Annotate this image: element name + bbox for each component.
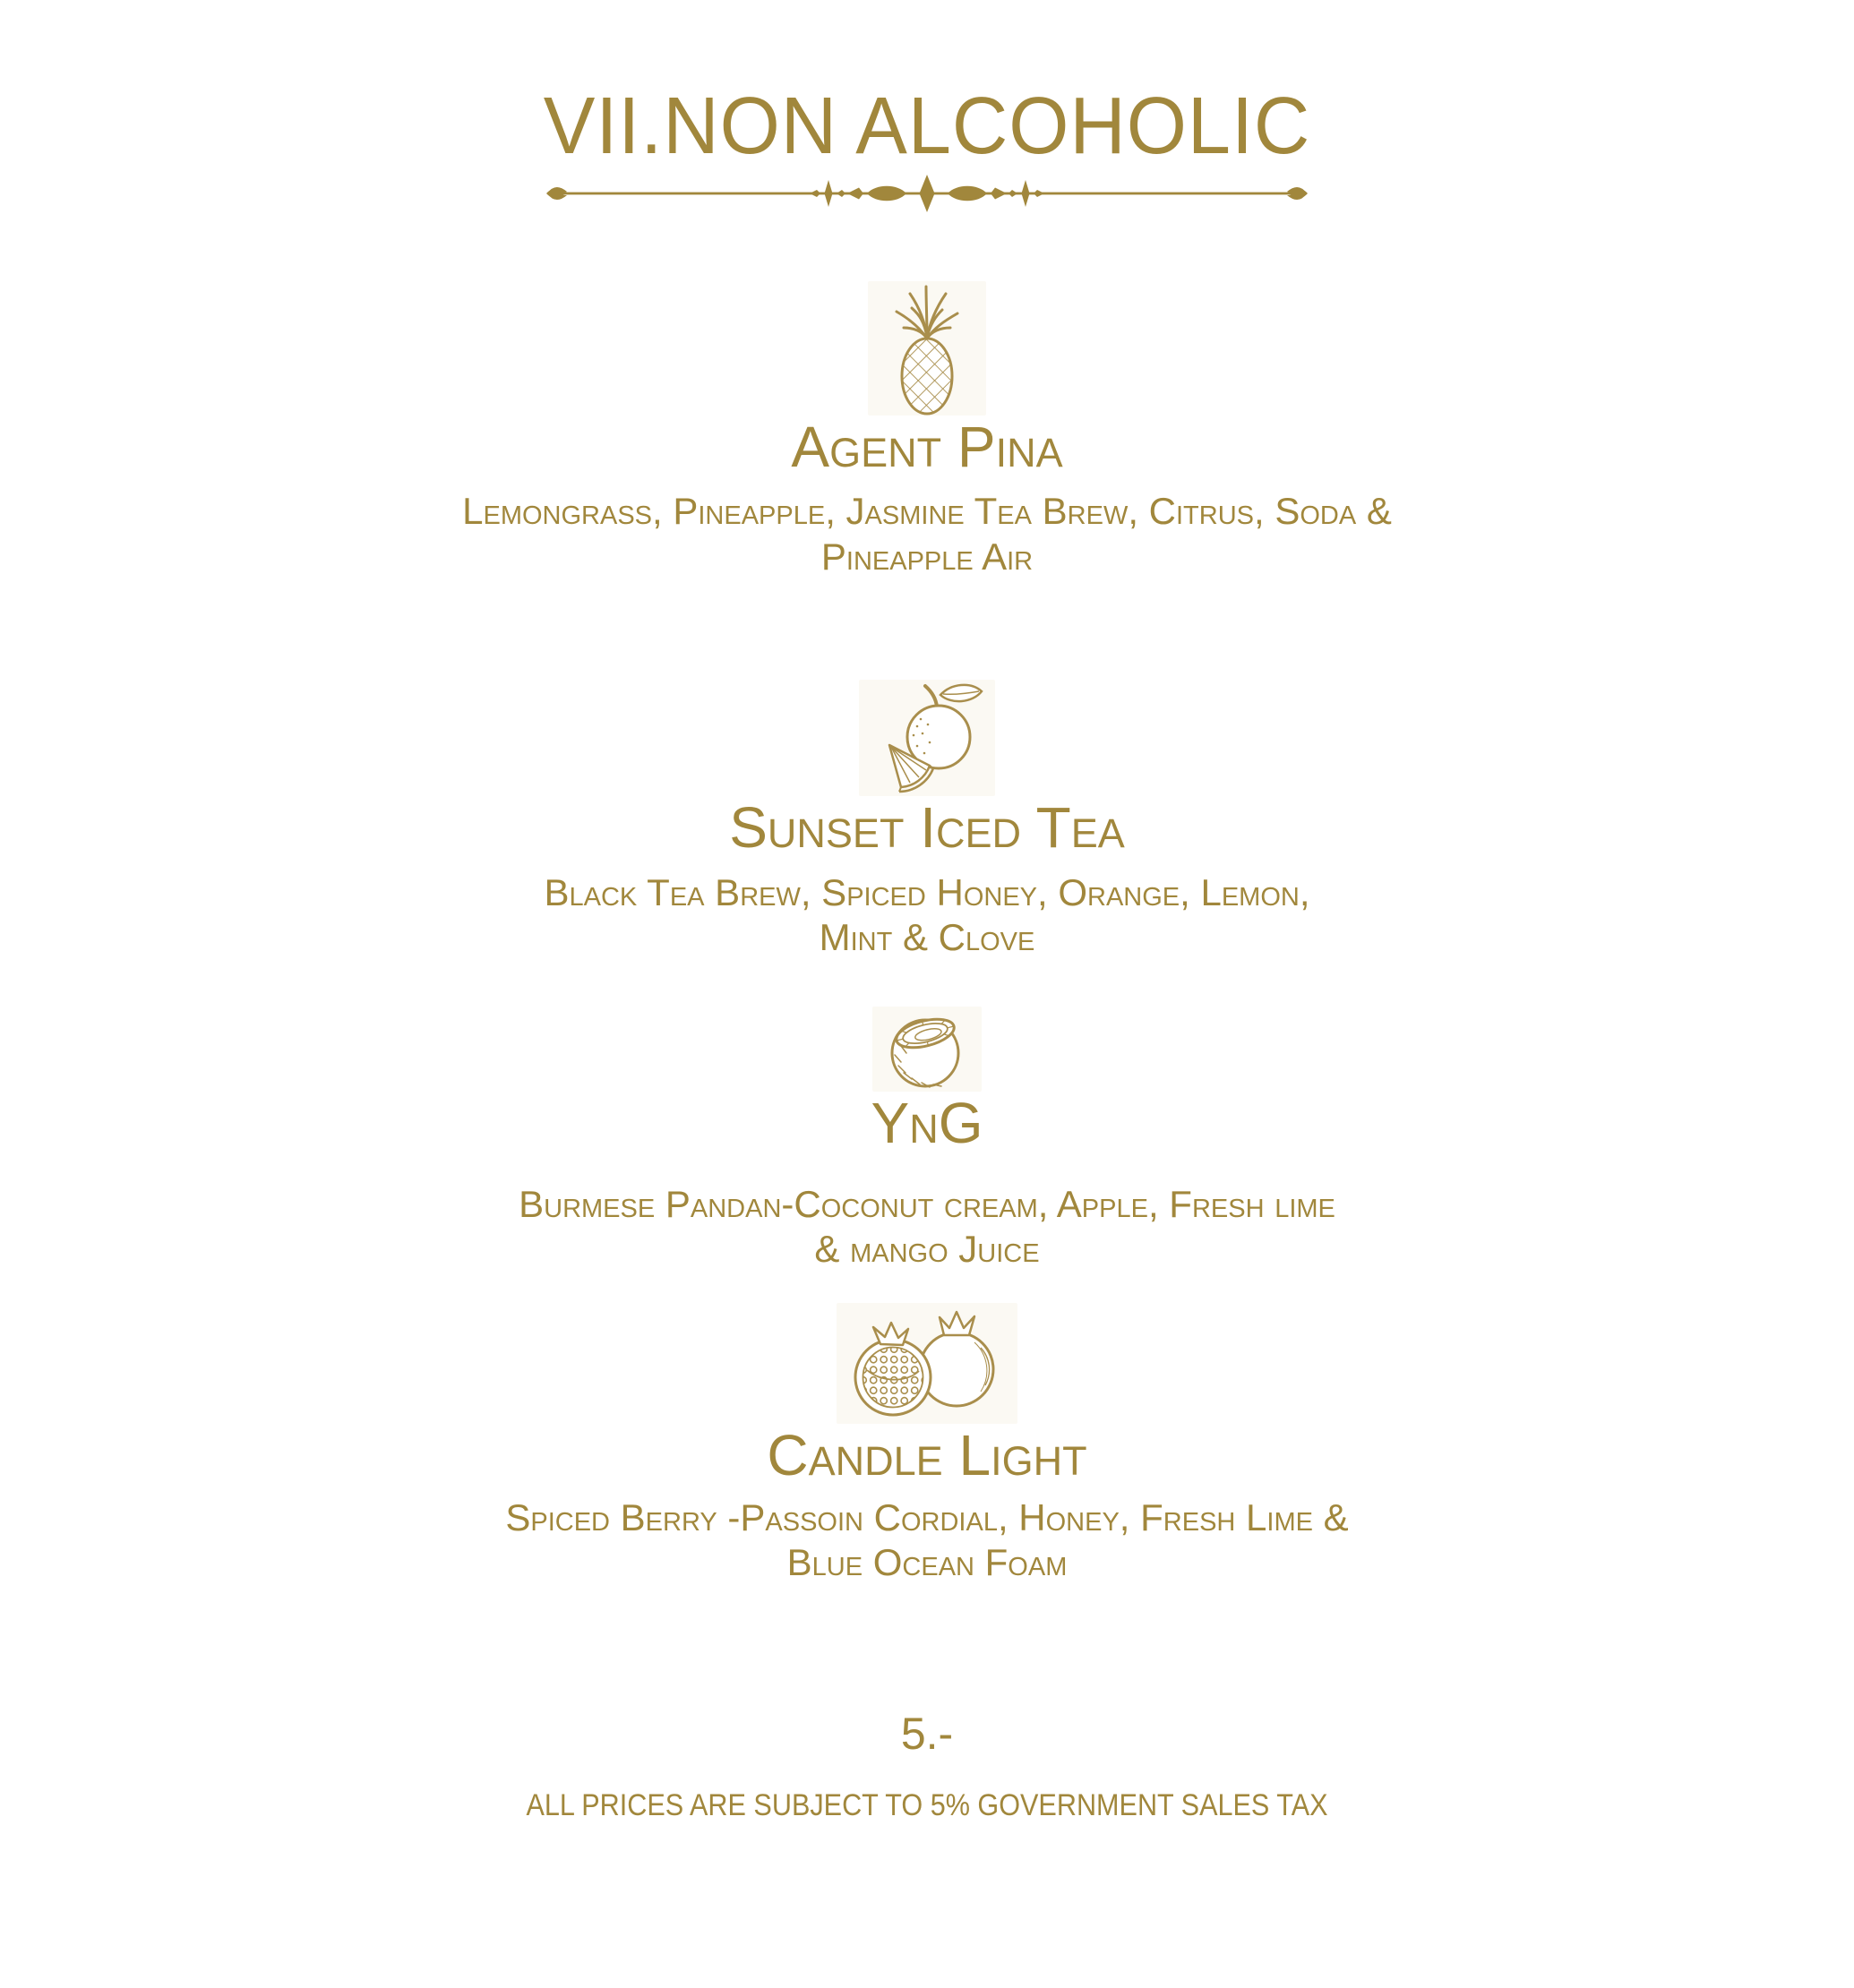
description-line-2: Pineapple Air xyxy=(820,535,1034,578)
item-description xyxy=(0,1182,1854,1272)
item-name: Agent Pina xyxy=(791,415,1063,479)
pomegranate-icon xyxy=(837,1303,1017,1424)
description-line-1: Spiced Berry -Passoin Cordial, Honey, Fresh Lime & xyxy=(505,1495,1349,1538)
divider-graphic xyxy=(546,174,1308,213)
menu-item-sunset-iced-tea xyxy=(0,680,1854,960)
pomegranate-graphic xyxy=(837,1303,1017,1424)
coconut-icon xyxy=(872,1007,982,1092)
menu-item-candle-light xyxy=(0,1303,1854,1586)
item-name: Sunset Iced Tea xyxy=(729,795,1125,861)
price: 5.- xyxy=(900,1708,954,1759)
description-line-1: Black Tea Brew, Spiced Honey, Orange, Lemon, xyxy=(544,870,1310,913)
description-line-2: & mango Juice xyxy=(814,1228,1040,1271)
orange-graphic xyxy=(860,680,994,796)
ornamental-divider xyxy=(546,174,1308,213)
description-line-1: Burmese Pandan-Coconut cream, Apple, Fresh lime xyxy=(519,1182,1335,1225)
description-line-2: Blue Ocean Foam xyxy=(786,1541,1068,1584)
item-description xyxy=(0,489,1854,579)
description-line-2: Mint & Clove xyxy=(819,915,1035,958)
menu-item-agent-pina xyxy=(0,281,1854,579)
pineapple-graphic xyxy=(869,281,985,416)
orange-icon xyxy=(859,680,995,796)
tax-note: ALL PRICES ARE SUBJECT TO 5% GOVERNMENT SALES TAX xyxy=(526,1787,1328,1822)
item-description xyxy=(0,1495,1854,1586)
item-name: Candle Light xyxy=(767,1422,1087,1487)
item-name: YnG xyxy=(871,1091,983,1156)
item-description xyxy=(0,870,1854,961)
menu-item-yng xyxy=(0,1007,1854,1272)
pineapple-icon xyxy=(868,281,986,416)
description-line-1: Lemongrass, Pineapple, Jasmine Tea Brew, Citrus, Soda & xyxy=(462,490,1392,533)
coconut-graphic xyxy=(873,1007,981,1092)
page-title: VII.NON ALCOHOLIC xyxy=(543,81,1311,171)
